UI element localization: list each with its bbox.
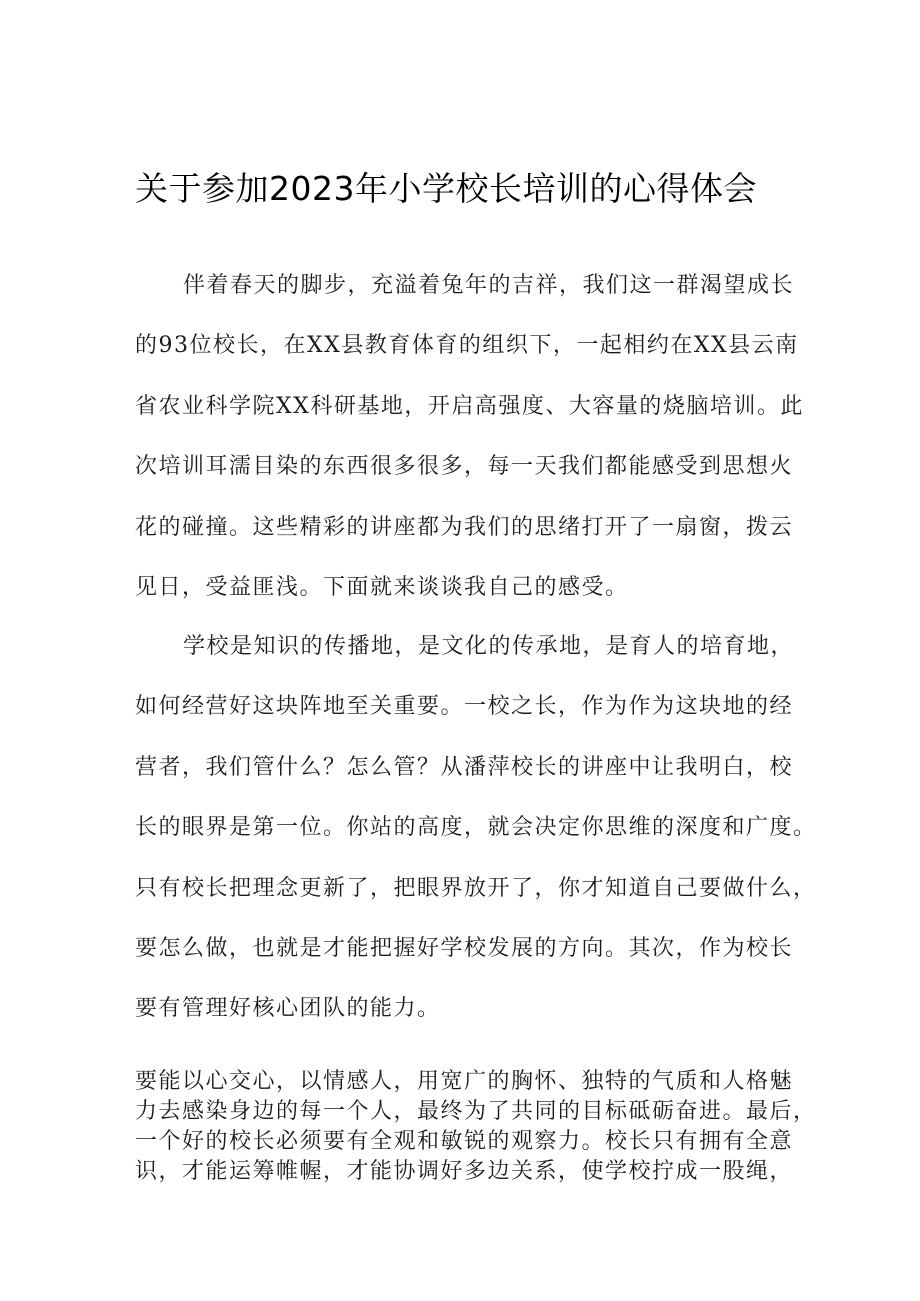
paragraph-line: 学校是知识的传播地，是文化的传承地，是育人的培育地， — [183, 634, 795, 659]
paragraph-line: 只有校长把理念更新了，把眼界放开了，你才知道自己要做什么， — [135, 875, 817, 901]
paragraph-1 — [135, 266, 805, 628]
paragraph-line: 省农业科学院XX科研基地，开启高强度、大容量的烧脑培训。此 — [135, 393, 804, 419]
paragraph-line: 长的眼界是第一位。你站的高度，就会决定你思维的深度和广度。 — [135, 815, 817, 841]
paragraph-line: 要能以心交心，以情感人，用宽广的胸怀、独特的气质和人格魅 — [135, 1069, 794, 1094]
document-title: 关于参加2023年小学校长培训的心得体会 — [135, 169, 757, 208]
paragraph-line: 要有管理好核心团队的能力。 — [135, 996, 441, 1022]
paragraph-3 — [135, 1067, 817, 1187]
paragraph-line: 次培训耳濡目染的东西很多很多，每一天我们都能感受到思想火 — [135, 454, 794, 480]
paragraph-line: 一个好的校长必须要有全观和敏锐的观察力。校长只有拥有全意 — [135, 1129, 794, 1154]
paragraph-line: 要怎么做，也就是才能把握好学校发展的方向。其次，作为校长 — [135, 935, 794, 961]
paragraph-line: 如何经营好这块阵地至关重要。一校之长，作为作为这块地的经 — [135, 694, 794, 720]
paragraph-line: 的93位校长，在XX县教育体育的组织下，一起相约在XX县云南 — [135, 333, 799, 359]
paragraph-2 — [135, 627, 817, 1050]
paragraph-line: 花的碰撞。这些精彩的讲座都为我们的思绪打开了一扇窗，拨云 — [135, 514, 794, 540]
paragraph-line: 伴着春天的脚步，充溢着兔年的吉祥，我们这一群渴望成长 — [183, 273, 795, 298]
paragraph-line: 见日，受益匪浅。下面就来谈谈我自己的感受。 — [135, 574, 629, 600]
paragraph-line: 力去感染身边的每一个人，最终为了共同的目标砥砺奋进。最后， — [135, 1099, 817, 1124]
paragraph-line: 识，才能运筹帷幄，才能协调好多边关系，使学校拧成一股绳， — [135, 1159, 794, 1184]
paragraph-line: 营者，我们管什么？怎么管？从潘萍校长的讲座中让我明白，校 — [135, 754, 794, 780]
